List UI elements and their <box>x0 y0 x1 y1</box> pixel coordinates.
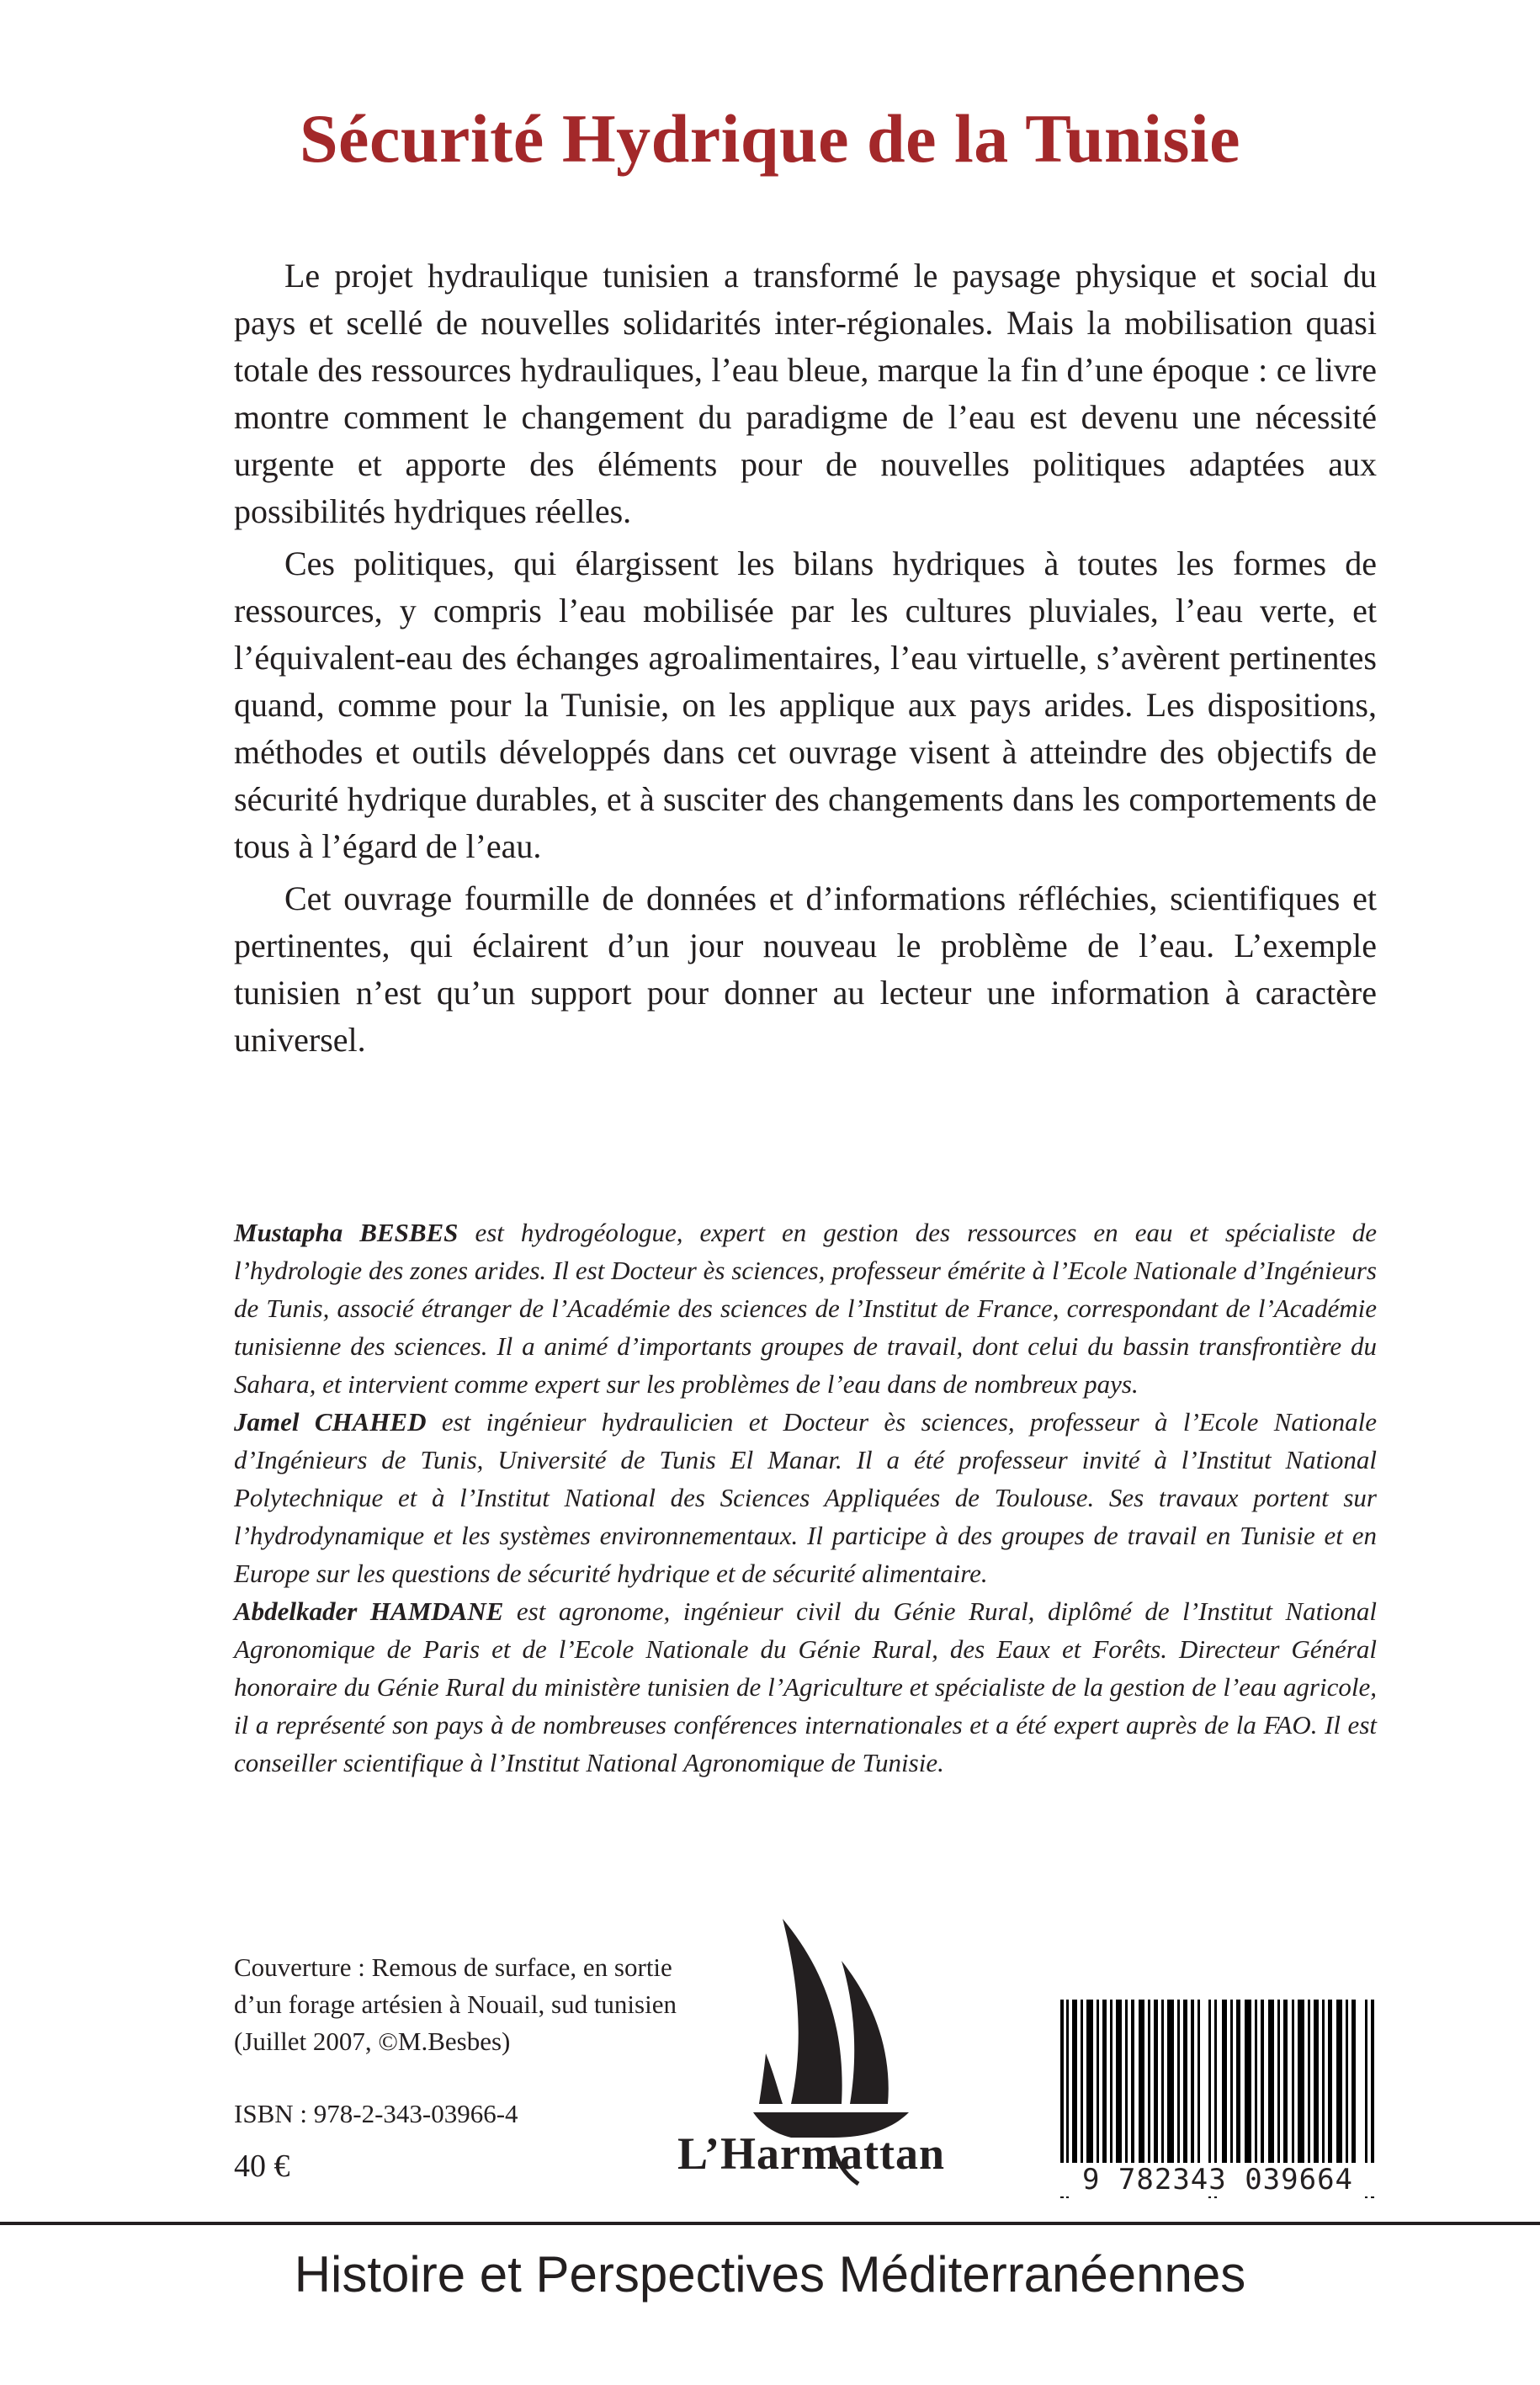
author-bio-besbes <box>234 1214 1377 1403</box>
blurb-paragraph-2: Ces politiques, qui élargissent les bilans hydriques à toutes les formes de ressources, y compris l’eau mobilisée par les cultures pluviales, l’eau verte, et l’équivalent-eau des échanges agroalimentaires, l’eau virtuelle, s’avèrent pertinentes quand, comme pour la Tunisie, on les applique aux pays arides. Les dispositions, méthodes et outils développés dans cet ouvrage visent à atteindre des objectifs de sécurité hydrique durables, et à susciter des changements dans les comportements de tous à l’égard de l’eau. <box>234 544 1377 865</box>
author-name: Mustapha BESBES <box>234 1218 459 1247</box>
barcode-number: 9 782343 039664 <box>1056 2163 1379 2196</box>
publisher-name: L’Harmattan <box>677 2128 945 2179</box>
author-bio-text: est ingénieur hydraulicien et Docteur ès sciences, professeur à l’Ecole Nationale d’Ingénieurs de Tunis, Université de Tunis El Manar. Il a été professeur invité à l’Institut National Polytechnique et à l’Institut National des Sciences Appliquées de Toulouse. Ses travaux portent sur l’hydrodynamique et les systèmes environnementaux. Il participe à des groupes de travail en Tunisie et en Europe sur les questions de sécurité hydrique et de sécurité alimentaire. <box>234 1407 1377 1588</box>
author-name: Abdelkader HAMDANE <box>234 1596 504 1626</box>
author-bio-text: est hydrogéologue, expert en gestion des ressources en eau et spécialiste de l’hydrologie des zones arides. Il est Docteur ès sciences, professeur émérite à l’Ecole Nationale d’Ingénieurs de Tunis, associé étranger de l’Académie des sciences de l’Institut de France, correspondant de l’Académie tunisienne des sciences. Il a animé d’importants groupes de travail, dont celui du bassin transfrontière du Sahara, et intervient comme expert sur les problèmes de l’eau dans de nombreux pays. <box>234 1218 1377 1399</box>
series-title: Histoire et Perspectives Méditerranéennes <box>294 2246 1246 2303</box>
back-cover-blurb <box>234 252 1377 1069</box>
blurb-paragraph-3: Cet ouvrage fourmille de données et d’informations réfléchies, scientifiques et pertinentes, qui éclairent d’un jour nouveau le problème de l’eau. L’exemple tunisien n’est qu’un support pour donner au lecteur une information à caractère universel. <box>234 879 1377 1059</box>
cover-photo-credit: Couverture : Remous de surface, en sortie d’un forage artésien à Nouail, sud tunisien (Juillet 2007, ©M.Besbes) <box>234 1952 677 2056</box>
book-title: Sécurité Hydrique de la Tunisie <box>299 100 1241 177</box>
price: 40 € <box>234 2149 290 2184</box>
isbn: ISBN : 978-2-343-03966-4 <box>234 2099 518 2128</box>
author-bios <box>234 1214 1377 1782</box>
blurb-paragraph-1: Le projet hydraulique tunisien a transformé le paysage physique et social du pays et scellé de nouvelles solidarités inter-régionales. Mais la mobilisation quasi totale des ressources hydrauliques, l’eau bleue, marque la fin d’une époque : ce livre montre comment le changement du paradigme de l’eau est devenu une nécessité urgente et apporte des éléments pour de nouvelles politiques adaptées aux possibilités hydriques réelles. <box>234 257 1377 530</box>
author-name: Jamel CHAHED <box>234 1407 427 1437</box>
author-bio-chahed <box>234 1403 1377 1592</box>
author-bio-hamdane <box>234 1592 1377 1782</box>
footer-divider <box>0 2222 1540 2225</box>
author-bio-text: est agronome, ingénieur civil du Génie Rural, diplômé de l’Institut National Agronomique de Paris et de l’Ecole Nationale du Génie Rural, des Eaux et Forêts. Directeur Général honoraire du Génie Rural du ministère tunisien de l’Agriculture et spécialiste de la gestion de l’eau agricole, il a représenté son pays à de nombreuses conférences internationales et a été expert auprès de la FAO. Il est conseiller scientifique à l’Institut National Agronomique de Tunisie. <box>234 1596 1377 1777</box>
